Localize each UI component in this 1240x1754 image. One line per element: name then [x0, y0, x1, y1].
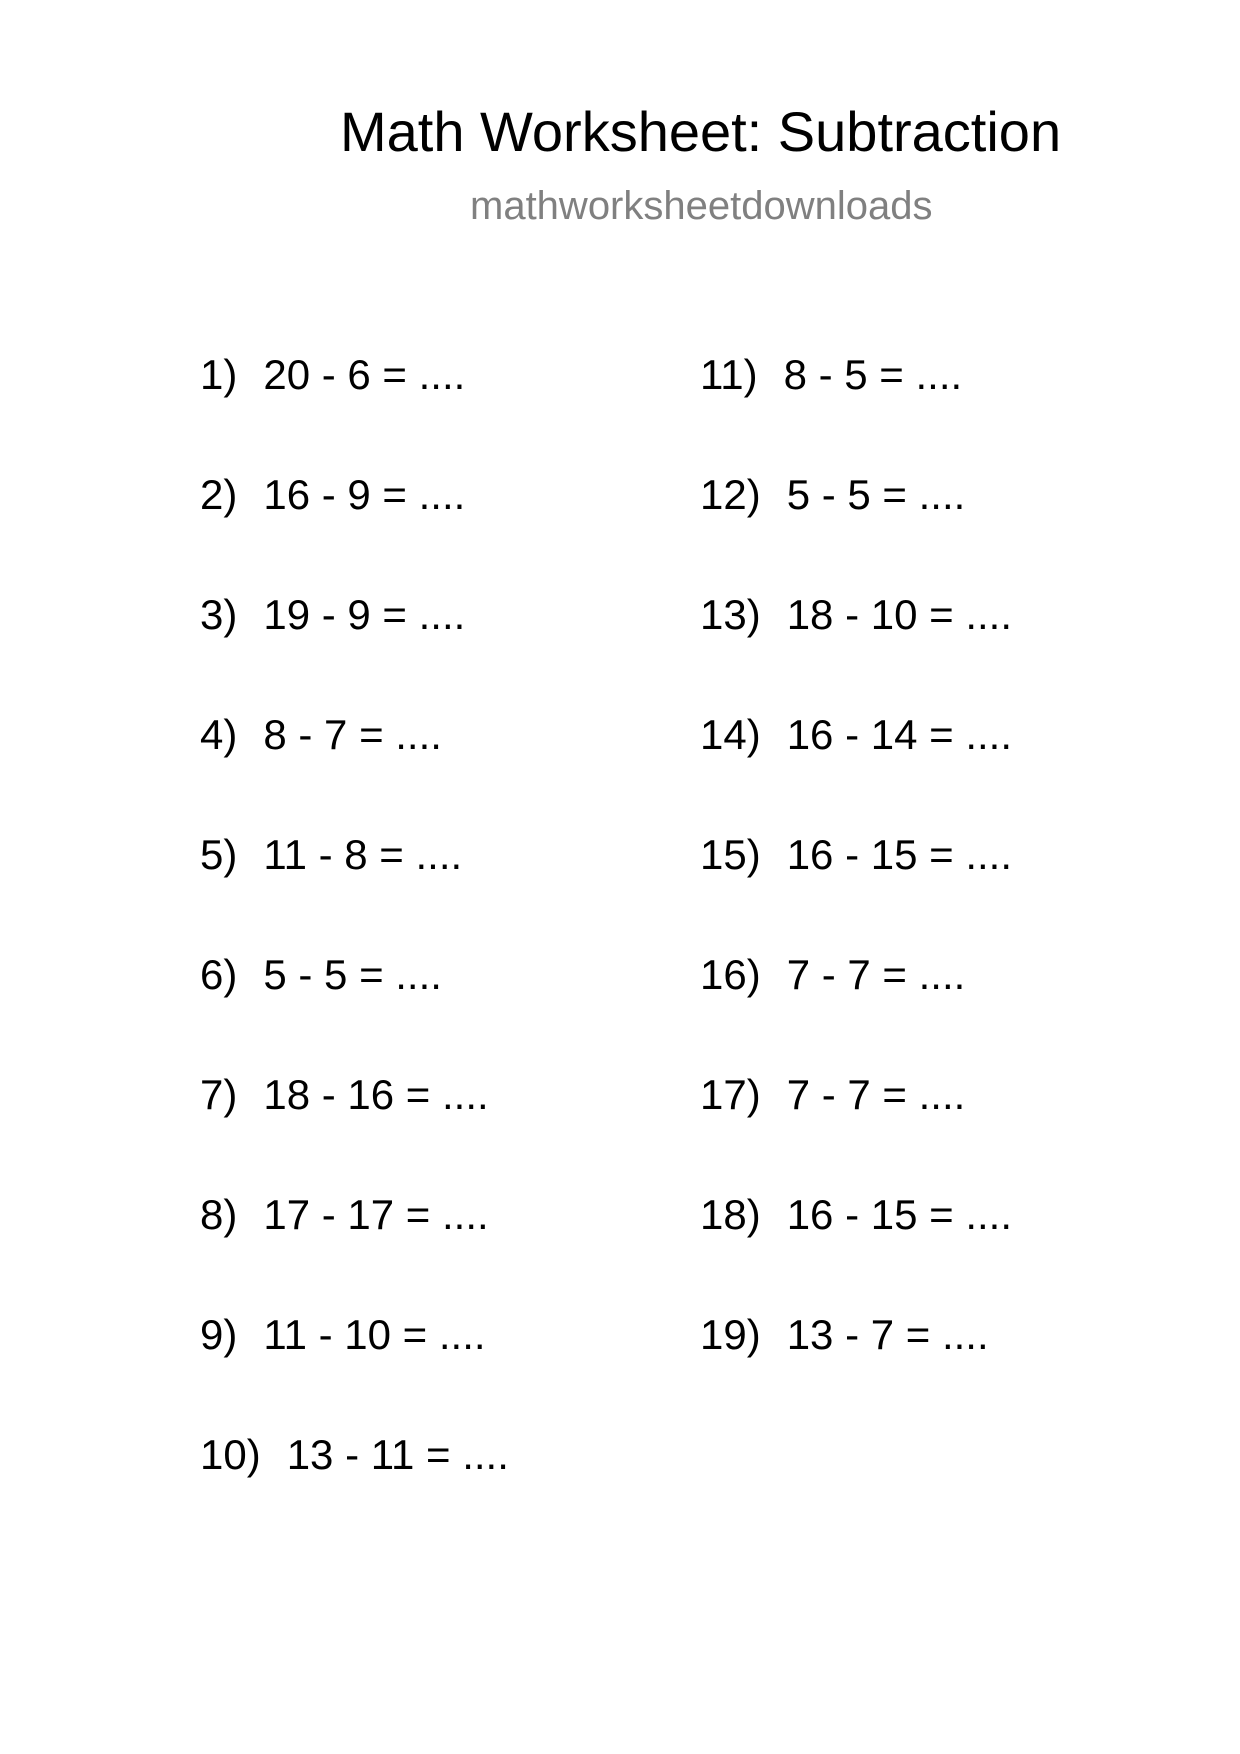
problem-expression: 16 - 9 = ....	[263, 471, 466, 518]
problem-expression: 7 - 7 = ....	[786, 1071, 966, 1118]
problem-item	[700, 1070, 965, 1120]
problem-item	[200, 1310, 486, 1360]
problem-expression: 13 - 11 = ....	[286, 1431, 509, 1478]
problem-item	[700, 1310, 989, 1360]
problem-number: 19)	[700, 1311, 761, 1358]
problem-number: 4)	[200, 711, 238, 758]
problem-expression: 16 - 15 = ....	[786, 1191, 1013, 1238]
problem-number: 18)	[700, 1191, 761, 1238]
problem-item	[700, 950, 965, 1000]
problem-item	[200, 1190, 489, 1240]
page-subtitle: mathworksheetdownloads	[470, 184, 933, 228]
problem-expression: 16 - 15 = ....	[786, 831, 1013, 878]
problem-number: 10)	[200, 1431, 261, 1478]
problem-number: 3)	[200, 591, 238, 638]
problem-item	[700, 710, 1012, 760]
problem-expression: 18 - 10 = ....	[786, 591, 1013, 638]
problem-expression: 19 - 9 = ....	[263, 591, 466, 638]
problem-number: 7)	[200, 1071, 238, 1118]
problem-item	[200, 1430, 509, 1480]
problem-number: 13)	[700, 591, 761, 638]
problem-expression: 11 - 8 = ....	[263, 831, 463, 878]
problem-expression: 17 - 17 = ....	[263, 1191, 489, 1238]
problem-number: 11)	[700, 351, 758, 398]
problem-number: 17)	[700, 1071, 761, 1118]
problem-expression: 11 - 10 = ....	[263, 1311, 486, 1358]
problem-number: 9)	[200, 1311, 238, 1358]
problem-expression: 5 - 5 = ....	[263, 951, 442, 998]
problem-item	[200, 590, 465, 640]
problem-expression: 13 - 7 = ....	[786, 1311, 989, 1358]
problem-number: 2)	[200, 471, 238, 518]
problem-item	[700, 470, 965, 520]
problem-number: 16)	[700, 951, 761, 998]
problem-item	[200, 1070, 489, 1120]
problem-item	[200, 350, 465, 400]
problem-item	[200, 830, 462, 880]
problem-item	[700, 590, 1012, 640]
problem-number: 6)	[200, 951, 238, 998]
problem-item	[700, 350, 962, 400]
problem-expression: 20 - 6 = ....	[263, 351, 466, 398]
problem-number: 12)	[700, 471, 761, 518]
problem-expression: 16 - 14 = ....	[786, 711, 1013, 758]
problem-number: 1)	[200, 351, 238, 398]
problem-expression: 5 - 5 = ....	[786, 471, 966, 518]
page-title: Math Worksheet: Subtraction	[340, 100, 1062, 163]
problem-item	[700, 830, 1012, 880]
problem-item	[200, 950, 442, 1000]
problem-number: 14)	[700, 711, 761, 758]
problem-expression: 18 - 16 = ....	[263, 1071, 489, 1118]
problem-number: 8)	[200, 1191, 238, 1238]
problem-number: 15)	[700, 831, 761, 878]
problem-expression: 7 - 7 = ....	[786, 951, 966, 998]
problem-item	[200, 710, 442, 760]
problem-expression: 8 - 5 = ....	[783, 351, 963, 398]
problem-item	[700, 1190, 1012, 1240]
problem-number: 5)	[200, 831, 238, 878]
problem-expression: 8 - 7 = ....	[263, 711, 442, 758]
problem-item	[200, 470, 465, 520]
